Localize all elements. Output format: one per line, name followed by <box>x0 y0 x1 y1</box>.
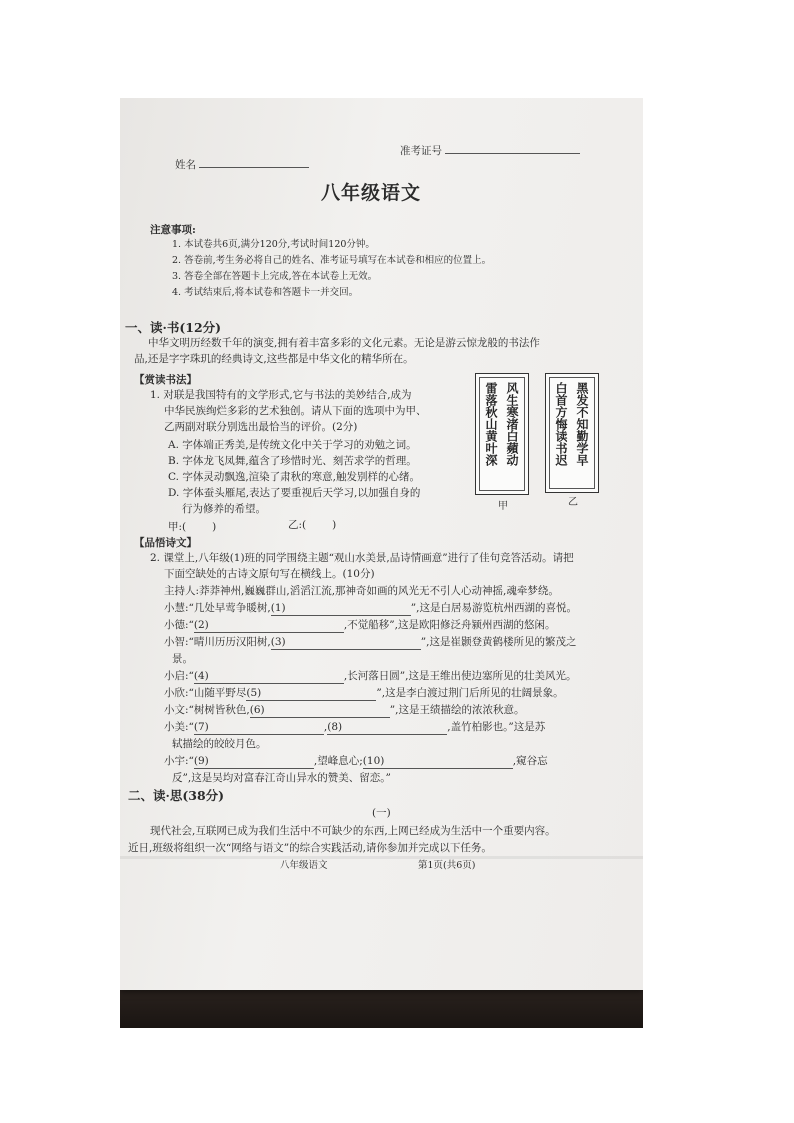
name-field <box>175 158 309 172</box>
fill-line-1 <box>164 601 577 616</box>
fill-text: 小慧:“几处早莺争暖树, <box>164 602 271 614</box>
blank-6 <box>250 703 390 718</box>
option-a: A. 字体端正秀美,是传统文化中关于学习的劝勉之词。 <box>168 439 417 451</box>
section1-intro-line: 中华文明历经数千年的演变,拥有着丰富多彩的文化元素。无论是游云惊龙般的书法作 <box>148 337 540 349</box>
notice-item: 2. 答卷前,考生务必将自己的姓名、准考证号填写在本试卷和相应的位置上。 <box>172 255 492 266</box>
option-c: C. 字体灵动飘逸,渲染了肃秋的寒意,触发别样的心绪。 <box>168 471 421 483</box>
fill-line-3 <box>164 635 576 650</box>
option-b: B. 字体龙飞凤舞,蕴含了珍惜时光、刻苦求学的哲理。 <box>168 455 417 467</box>
blank-number: (3) <box>270 636 286 648</box>
floor-shadow <box>120 988 643 1028</box>
fill-text: ,窥谷忘 <box>512 755 548 767</box>
blank-2 <box>194 618 344 633</box>
answer-jia-open: 甲:( <box>168 521 187 533</box>
fill-line-8-cont: 反”,这是吴均对富春江奇山异水的赞美、留恋。” <box>172 772 391 784</box>
section2-heading: 二、读·思(38分) <box>128 788 225 803</box>
exam-paper <box>120 98 643 990</box>
answer-yi <box>288 518 336 532</box>
subsection-poetry: 【品悟诗文】 <box>134 537 197 549</box>
name-blank <box>199 167 309 168</box>
footer-subject: 八年级语文 <box>280 860 328 871</box>
fill-text: ,不觉船移”,这是欧阳修泛舟颍州西湖的悠闲。 <box>343 619 556 631</box>
blank-3 <box>271 635 421 650</box>
name-label: 姓名 <box>175 159 196 171</box>
blank-number: (6) <box>249 704 265 716</box>
fill-line-7 <box>164 720 545 735</box>
exam-number-label: 准考证号 <box>400 145 442 157</box>
subsection-calligraphy: 【赏读书法】 <box>134 374 197 386</box>
blank-number: (8) <box>327 721 343 733</box>
blank-4 <box>194 669 344 684</box>
notice-item: 1. 本试卷共6页,满分120分,考试时间120分钟。 <box>172 239 375 250</box>
fill-text: 小欣:“山随平野尽 <box>164 687 247 699</box>
fill-line-4 <box>164 669 576 684</box>
fill-line-5 <box>164 686 564 701</box>
couplet-jia <box>475 373 529 495</box>
fill-text: ,盖竹柏影也。”这是苏 <box>447 721 546 733</box>
couplet-jia-label: 甲 <box>498 501 508 512</box>
section1-heading: 一、读·书(12分) <box>125 320 222 335</box>
blank-number: (10) <box>362 755 385 767</box>
fill-text: 小文:“树树皆秋色, <box>164 704 250 716</box>
couplet-yi-right: 黑发不知勤学早 <box>575 382 589 466</box>
blank-10 <box>363 754 513 769</box>
fill-text: ,长河落日圆”,这是王维出使边塞所见的壮美风光。 <box>343 670 577 682</box>
couplet-jia-right: 风生寒渚白蘋动 <box>505 382 519 466</box>
blank-number: (7) <box>193 721 209 733</box>
blank-number: (1) <box>270 602 286 614</box>
fill-text: 小德:“ <box>164 619 194 631</box>
option-d: D. 字体蚕头雁尾,表达了要重视后天学习,以加强自身的 <box>168 487 421 499</box>
q1-line: 1. 对联是我国特有的文学形式,它与书法的美妙结合,成为 <box>150 389 412 401</box>
section2-part: (一) <box>372 807 391 819</box>
answer-yi-close: ) <box>332 519 337 531</box>
blank-1 <box>271 601 411 616</box>
section1-intro-line: 品,还是字字珠玑的经典诗文,这些都是中华文化的精华所在。 <box>134 353 414 365</box>
answer-jia-close: ) <box>212 521 217 533</box>
blank-number: (5) <box>246 687 262 699</box>
section2-intro-line: 近日,班级将组织一次“网络与语文”的综合实践活动,请你参加并完成以下任务。 <box>128 842 492 854</box>
answer-yi-open: 乙:( <box>288 519 307 531</box>
q1-line: 乙两副对联分别选出最恰当的评价。(2分) <box>164 421 358 433</box>
q2-line: 下面空缺处的古诗文原句写在横线上。(10分) <box>164 568 375 580</box>
exam-number-field <box>400 144 580 158</box>
fill-text: 小宇:“ <box>164 755 194 767</box>
fill-text: , <box>323 721 328 733</box>
fill-text: ”,这是王绩描绘的浓浓秋意。 <box>389 704 525 716</box>
fill-text: 小智:“晴川历历汉阳树, <box>164 636 271 648</box>
exam-number-blank <box>445 153 580 154</box>
fill-text: ”,这是崔颢登黄鹤楼所见的繁茂之 <box>420 636 577 648</box>
paper-fold <box>120 856 643 859</box>
fill-text: ”,这是李白渡过荆门后所见的壮阔景象。 <box>376 687 564 699</box>
fill-line-8 <box>164 754 548 769</box>
q1-line: 中华民族绚烂多彩的艺术独创。请从下面的选项中为甲、 <box>164 405 427 417</box>
fill-text: 小美:“ <box>164 721 194 733</box>
notice-heading: 注意事项: <box>150 224 196 236</box>
fill-line-6 <box>164 703 524 718</box>
footer-page: 第1页(共6页) <box>418 860 476 871</box>
blank-number: (2) <box>193 619 209 631</box>
couplet-yi-label: 乙 <box>568 497 578 508</box>
notice-item: 4. 考试结束后,将本试卷和答题卡一并交回。 <box>172 287 359 298</box>
couplet-jia-left: 雷落秋山黄叶深 <box>484 382 498 466</box>
q2-line: 2. 课堂上,八年级(1)班的同学围绕主题“观山水美景,品诗情画意”进行了佳句竞答活动。请把 <box>150 552 574 564</box>
blank-9 <box>194 754 314 769</box>
option-d-cont: 行为修养的希望。 <box>182 503 266 515</box>
couplet-yi <box>545 373 599 493</box>
blank-5 <box>246 686 376 701</box>
fill-line-3-cont: 景。 <box>172 653 193 665</box>
fill-line-7-cont: 轼描绘的皎皎月色。 <box>172 738 267 750</box>
blank-8 <box>327 720 447 735</box>
section2-intro-line: 现代社会,互联网已成为我们生活中不可缺少的东西,上网已经成为生活中一个重要内容。 <box>150 825 556 837</box>
page-title: 八年级语文 <box>321 182 422 204</box>
blank-number: (9) <box>193 755 209 767</box>
fill-line-2 <box>164 618 555 633</box>
host-line: 主持人:莽莽神州,巍巍群山,滔滔江流,那神奇如画的风光无不引人心动神摇,魂牵梦绕。 <box>164 585 559 597</box>
fill-text: ,望峰息心; <box>313 755 363 767</box>
blank-number: (4) <box>193 670 209 682</box>
fill-text: 小启:“ <box>164 670 194 682</box>
answer-jia <box>168 520 216 534</box>
photo-background <box>120 98 643 1028</box>
notice-item: 3. 答卷全部在答题卡上完成,答在本试卷上无效。 <box>172 271 378 282</box>
couplet-yi-left: 白首方悔读书迟 <box>554 382 568 466</box>
blank-7 <box>194 720 324 735</box>
fill-text: ”,这是白居易游览杭州西湖的喜悦。 <box>410 602 577 614</box>
